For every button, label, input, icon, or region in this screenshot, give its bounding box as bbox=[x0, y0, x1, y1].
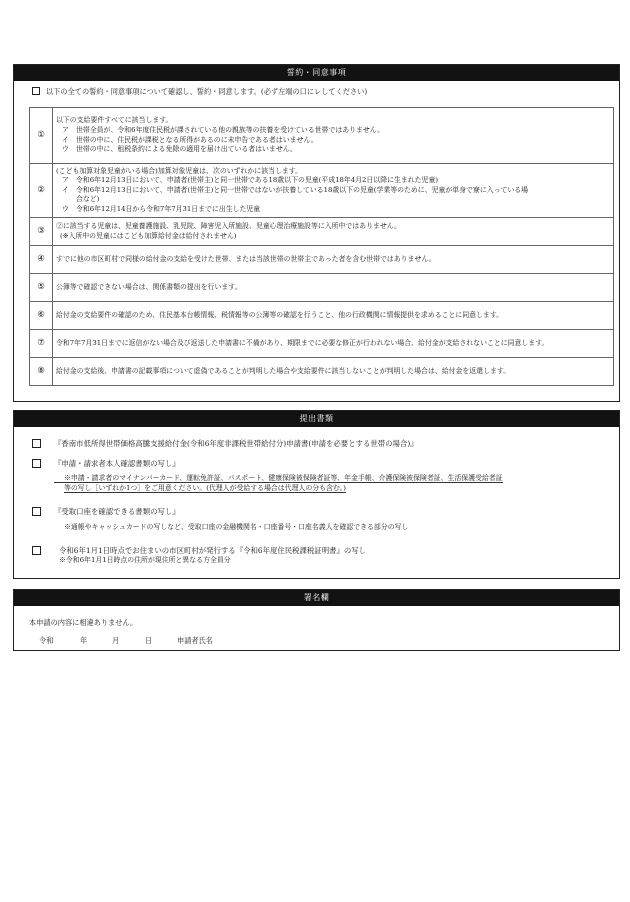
document-note: ※通帳やキャッシュカードの写しなど、受取口座の金融機関名・口座番号・口座名義人を確認できる部分の写し bbox=[64, 523, 409, 531]
agree-all-checkbox[interactable] bbox=[32, 87, 40, 95]
pledge-item-1: 以下の支給要件すべてに該当します。 ア 世帯全員が、令和6年度住民税が課されている他の親族等の扶養を受けている世帯ではありません。 イ 世帯の中に、住民税が課税となる所得があるのに未申告である者はいません。 ウ 世帯の中に、租税条約による免除の適用を届け出ている者はいません。 bbox=[53, 108, 614, 164]
document-title: 『香南市低所得世帯価格高騰支援給付金(令和6年度非課税世帯給付分)申請書(申請を必要とする世帯の場合)』 bbox=[54, 439, 418, 448]
agree-all-label: 以下の全ての誓約・同意事項について確認し、誓約・同意します。(必ず左端の口にレしてください) bbox=[46, 87, 368, 96]
item-number: ⑥ bbox=[30, 302, 53, 330]
pledge-item-4: すでに他の市区町村で同様の給付金の支給を受けた世帯、または当該世帯の世帯主であった者を含む世帯ではありません。 bbox=[53, 246, 614, 274]
pledge-item-8: 給付金の支給後、申請書の記載事項について虚偽であることが判明した場合や支給要件に該当しないことが判明した場合は、給付金を返還します。 bbox=[53, 358, 614, 386]
item-number: ⑤ bbox=[30, 274, 53, 302]
document-note: 等の写し［いずれか1つ］をご用意ください。(代理人が受給する場合は代理人の分も含む。) bbox=[64, 484, 346, 492]
item-number: ④ bbox=[30, 246, 53, 274]
month-label: 月 bbox=[112, 636, 120, 645]
pledge-item-6: 給付金の支給要件の確認のため、住民基本台帳情報、税情報等の公簿等の確認を行うこと、他の行政機関に情報提供を求めることに同意します。 bbox=[53, 302, 614, 330]
signature-section bbox=[13, 589, 620, 651]
era-label: 令和 bbox=[39, 636, 54, 645]
year-label: 年 bbox=[80, 636, 88, 645]
item-number: ① bbox=[30, 108, 53, 164]
documents-section-title: 提出書類 bbox=[14, 411, 619, 427]
signature-section-title: 署名欄 bbox=[14, 590, 619, 606]
pledge-item-7: 令和7年7月31日までに返信がない場合及び返送した申請書に不備があり、期限までに必要な修正が行われない場合、給付金が支給されないことに同意します。 bbox=[53, 330, 614, 358]
pledge-section bbox=[13, 64, 620, 402]
item-number: ⑦ bbox=[30, 330, 53, 358]
agree-all-row bbox=[32, 87, 367, 97]
item-number: ③ bbox=[30, 218, 53, 246]
pledge-item-2: (こども加算対象児童がいる場合)加算対象児童は、次のいずれかに該当します。 ア 令和6年12月13日において、申請者(世帯主)と同一世帯である18歳以下の児童(平成18年4月2日以降に生まれた児童) イ 令和6年12月13日において、申請者(世帯主)と同一世帯ではないが扶養している18歳以下の児童(学業等のために、児童が単身で寮に入っている場 合など) ウ 令和6年12月14日から令和7年7月31日までに出生した児童 bbox=[53, 164, 614, 218]
pledge-item-5: 公簿等で確認できない場合は、関係書類の提出を行います。 bbox=[53, 274, 614, 302]
document-checkbox[interactable] bbox=[32, 459, 41, 468]
document-note: ※申請・請求者のマイナンバーカード、運転免許証、パスポート、健康保険被保険者証等、年金手帳、介護保険被保険者証、生活保護受給者証 bbox=[54, 474, 503, 483]
pledge-table bbox=[29, 107, 614, 386]
document-title: 令和6年1月1日時点でお住まいの市区町村が発行する『令和6年度住民税課税証明書』の写し bbox=[59, 546, 367, 555]
document-note: ※令和6年1月1日時点の住所が現住所と異なる方全員分 bbox=[59, 556, 231, 564]
document-checkbox[interactable] bbox=[32, 439, 41, 448]
applicant-name-label: 申請者氏名 bbox=[177, 636, 213, 645]
pledge-section-title: 誓約・同意事項 bbox=[14, 65, 619, 81]
document-checkbox[interactable] bbox=[32, 546, 41, 555]
document-title: 『受取口座を確認できる書類の写し』 bbox=[54, 507, 180, 516]
document-checkbox[interactable] bbox=[32, 507, 41, 516]
document-title: 『申請・請求者本人確認書類の写し』 bbox=[54, 459, 180, 468]
item-number: ② bbox=[30, 164, 53, 218]
item-number: ⑧ bbox=[30, 358, 53, 386]
confirmation-statement: 本申請の内容に相違ありません。 bbox=[29, 618, 138, 627]
documents-section bbox=[13, 410, 620, 579]
pledge-item-3: ②に該当する児童は、児童養護施設、乳児院、障害児入所施設、児童心理治療施設等に入所中ではありません。 (※入所中の児童にはこども加算給付金は給付されません) bbox=[53, 218, 614, 246]
day-label: 日 bbox=[145, 636, 153, 645]
